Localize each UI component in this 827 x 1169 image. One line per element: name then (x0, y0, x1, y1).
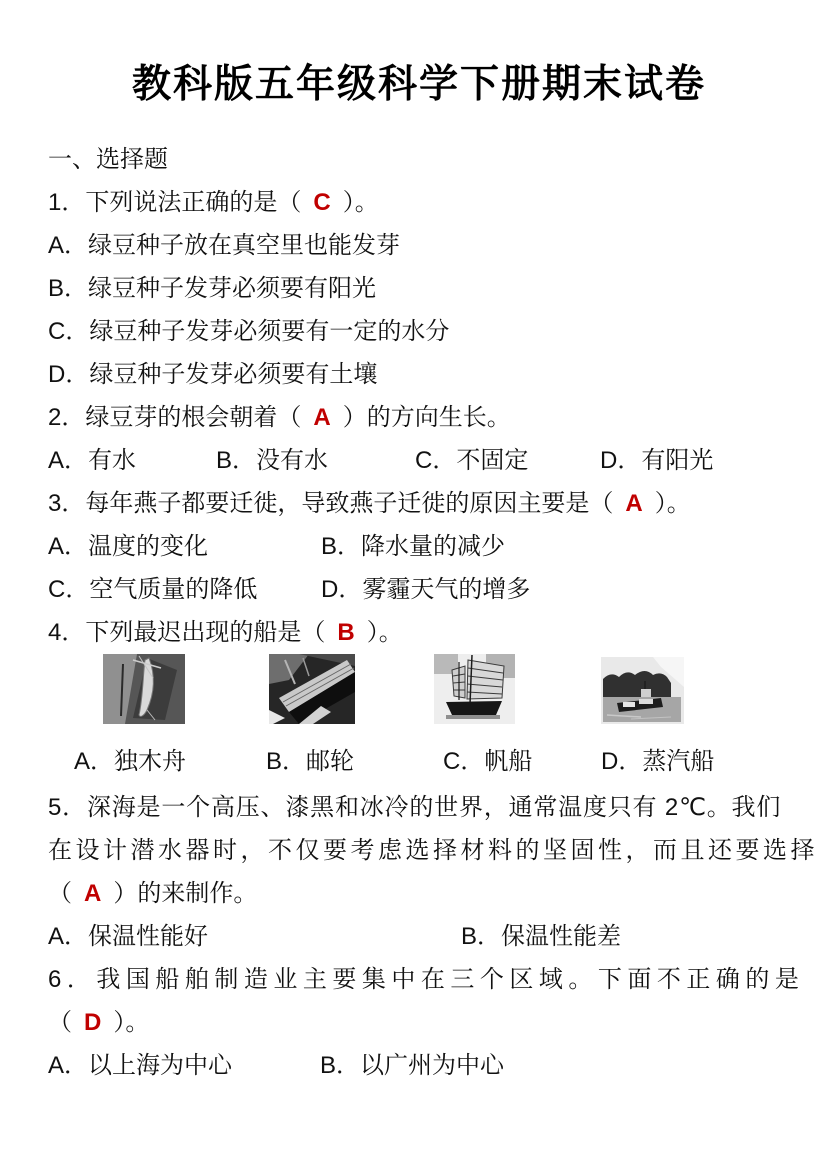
question-5-stem-line-3 (48, 872, 790, 915)
ocean-liner-photo (269, 654, 355, 724)
option-item-q6-a: A．以上海为中心 (48, 1052, 233, 1079)
steamboat-photo (601, 657, 684, 724)
answer-letter-q4: B (337, 619, 355, 646)
answer-letter-q6: D (84, 1009, 102, 1036)
stem-text: ）。 (113, 1009, 150, 1036)
question-6-stem-line-2 (48, 1001, 790, 1044)
question-4-options-row (48, 740, 790, 783)
option-item-q3-d: D．雾霾天气的增多 (321, 576, 531, 603)
option-item-q2-c: C．不固定 (415, 447, 529, 474)
question-5-options-row (48, 915, 790, 958)
stem-text: 4．下列最迟出现的船是（ (48, 619, 326, 646)
question-5-stem-line-2: 在设计潜水器时，不仅要考虑选择材料的坚固性，而且还要选择 (48, 837, 818, 864)
option-item-q5-b: B．保温性能差 (461, 923, 622, 950)
option-item-q3-a: A．温度的变化 (48, 533, 209, 560)
option-item-q2-a: A．有水 (48, 447, 137, 474)
stem-text: ）。 (366, 619, 403, 646)
option-item-q6-b: B．以广州为中心 (320, 1052, 505, 1079)
option-item-q1-b: B．绿豆种子发芽必须要有阳光 (48, 275, 377, 302)
stem-text: 2．绿豆芽的根会朝着（ (48, 404, 302, 431)
question-6-stem-line-1: 6．我国船舶制造业主要集中在三个区域。下面不正确的是 (48, 966, 805, 993)
answer-letter-q2: A (313, 404, 331, 431)
stem-text: 3．每年燕子都要迁徙，导致燕子迁徙的原因主要是（ (48, 490, 614, 517)
option-item-q3-c: C．空气质量的降低 (48, 576, 258, 603)
stem-text: （ (48, 1009, 72, 1036)
answer-letter-q5: A (84, 880, 102, 907)
question-1-stem (48, 181, 790, 224)
ship-photos-row (103, 654, 790, 726)
question-5-stem-line-1: 5．深海是一个高压、漆黑和冰冷的世界，通常温度只有 2℃。我们 (48, 794, 782, 821)
option-item-q4-c: C．帆船 (443, 748, 533, 775)
dugout-canoe-photo (103, 654, 185, 724)
question-3-stem (48, 482, 790, 525)
option-item-q1-d: D．绿豆种子发芽必须要有土壤 (48, 361, 378, 388)
stem-text: ）。 (342, 189, 379, 216)
question-2-stem (48, 396, 790, 439)
stem-text: ）。 (654, 490, 691, 517)
question-2-options-row (48, 439, 790, 482)
stem-text: ）的来制作。 (113, 880, 258, 907)
option-item-q5-a: A．保温性能好 (48, 923, 209, 950)
option-item-q4-d: D．蒸汽船 (601, 748, 715, 775)
option-item-q2-b: B．没有水 (216, 447, 329, 474)
stem-text: 1．下列说法正确的是（ (48, 189, 302, 216)
question-3-options-row-2 (48, 568, 790, 611)
junk-sailboat-photo (434, 654, 515, 724)
stem-text: （ (48, 880, 72, 907)
question-3-options-row-1 (48, 525, 790, 568)
stem-text: ）的方向生长。 (342, 404, 511, 431)
answer-letter-q3: A (625, 490, 643, 517)
option-item-q2-d: D．有阳光 (600, 447, 714, 474)
option-item-q4-b: B．邮轮 (266, 748, 355, 775)
question-6-options-row (48, 1044, 790, 1087)
option-item-q1-c: C．绿豆种子发芽必须要有一定的水分 (48, 318, 450, 345)
answer-letter-q1: C (313, 189, 331, 216)
option-item-q4-a: A．独木舟 (74, 748, 187, 775)
section-heading: 一、选择题 (48, 146, 168, 173)
question-4-stem (48, 611, 790, 654)
option-item-q3-b: B．降水量的减少 (321, 533, 506, 560)
page-title: 教科版五年级科学下册期末试卷 (131, 63, 706, 106)
option-item-q1-a: A．绿豆种子放在真空里也能发芽 (48, 232, 401, 259)
